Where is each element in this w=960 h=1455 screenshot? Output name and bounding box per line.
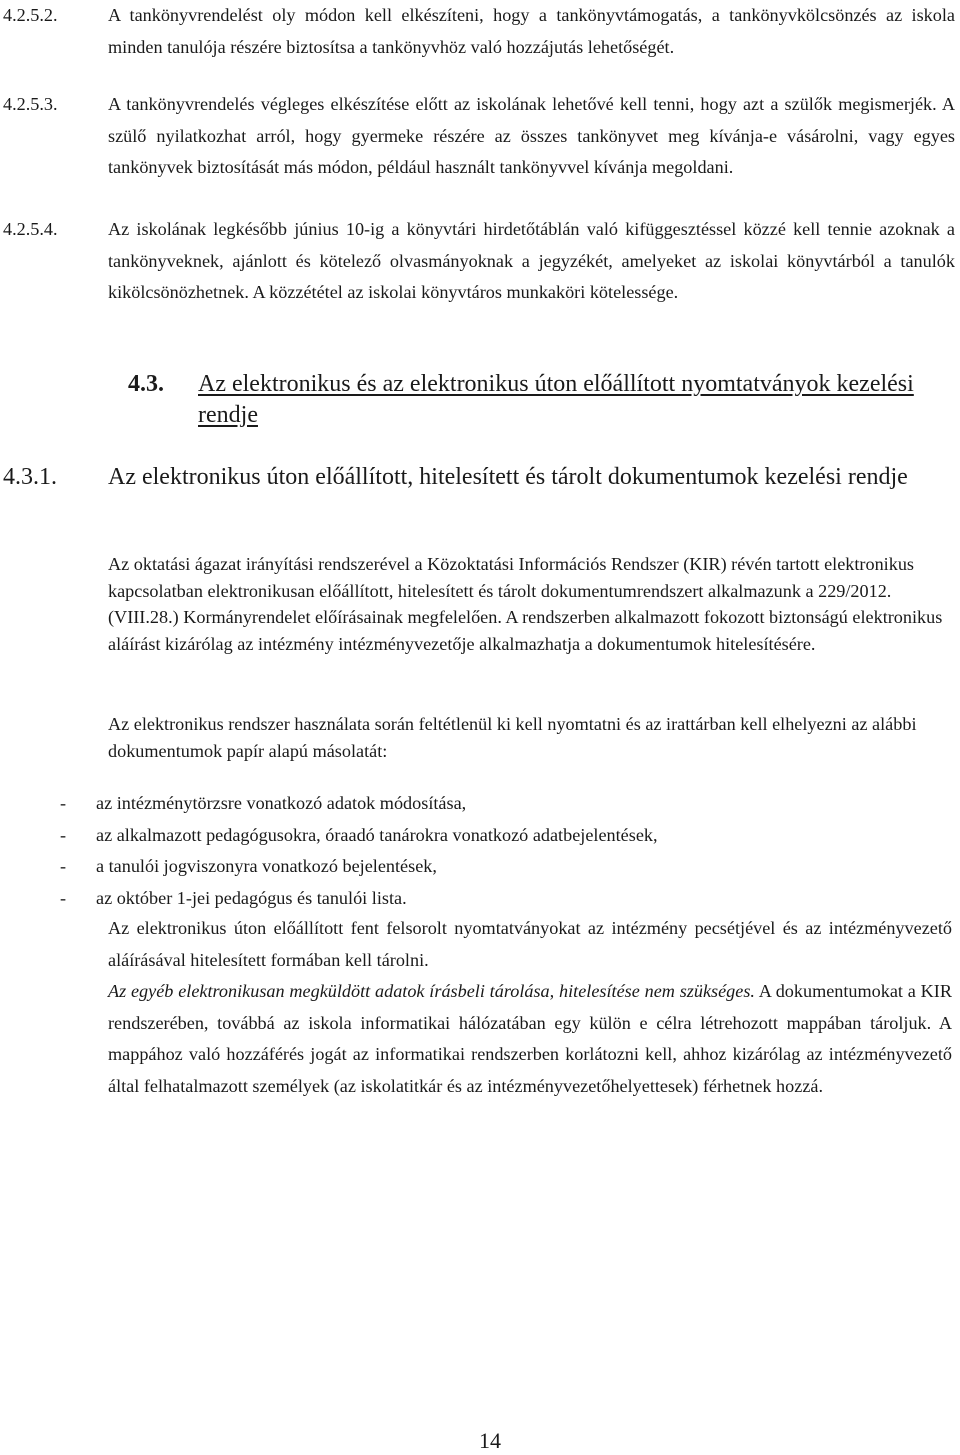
numbered-item-4-2-5-3 xyxy=(3,89,955,184)
paragraph-print-requirement: Az elektronikus rendszer használata során feltétlenül ki kell nyomtatni és az irattárban kell elhelyezni az alábbi dokumentumok papír alapú másolatát: xyxy=(108,714,917,761)
paragraph-kir: Az oktatási ágazat irányítási rendszerével a Közoktatási Információs Rendszer (KIR) révén tartott elektronikus kapcsolatban elektronikusan előállított, hitelesített és tárolt dokumentumrendszert alkalmazunk a 229/2012. (VIII.28.) Kormányrendelet előírásainak megfelelően. A rendszerben alkalmazott fokozott biztonságú elektronikus aláírást kizárólag az intézmény intézményvezetője alkalmazhatja a dokumentumok hitelesítésére. xyxy=(108,554,943,654)
list-item xyxy=(60,820,940,852)
paragraph-storage xyxy=(108,976,952,1102)
section-heading xyxy=(128,369,928,431)
list-item-text: a tanulói jogviszonyra vonatkozó bejelentések, xyxy=(96,856,437,876)
subsection-heading xyxy=(3,462,953,493)
list-item-text: az október 1-jei pedagógus és tanulói lista. xyxy=(96,887,407,908)
numbered-item-4-2-5-2 xyxy=(3,0,955,63)
item-text: Az iskolának legkésőbb június 10-ig a könyvtári hirdetőtáblán való kifüggesztéssel közzé kell tennie azoknak a tankönyveknek, ajánlott és kötelező olvasmányoknak a jegyzékét, amelyeket az iskolai könyvtárból a tanulók kikölcsönözhetnek. A közzététel az iskolai könyvtáros munkaköri kötelessége. xyxy=(108,219,955,302)
list-marker: - xyxy=(60,793,67,813)
numbered-item-4-2-5-4 xyxy=(3,214,955,309)
list-item-text: az intézménytörzsre vonatkozó adatok módosítása, xyxy=(96,793,467,813)
item-number: 4.2.5.3. xyxy=(3,94,58,114)
item-number: 4.2.5.2. xyxy=(3,5,58,25)
section-number: 4.3. xyxy=(128,371,164,397)
subsection-number: 4.3.1. xyxy=(3,464,57,490)
italic-sentence: Az egyéb elektronikusan megküldött adatok írásbeli tárolása, hitelesítése nem szükséges. xyxy=(108,981,755,1001)
page-number: 14 xyxy=(479,1428,501,1453)
item-text: A tankönyvrendelés végleges elkészítése előtt az iskolának lehetővé kell tenni, hogy azt a szülők megismerjék. A szülő nyilatkozhat arról, hogy gyermeke részére az összes tankönyvet meg kívánja-e vásárolni, vagy egyes tankönyvek biztosítását más módon, például használt tankönyvvel kívánja megoldani. xyxy=(108,94,955,177)
list-item xyxy=(60,788,940,820)
document-list xyxy=(60,788,940,914)
list-item-text: az alkalmazott pedagógusokra, óraadó tanárokra vonatkozó adatbejelentések, xyxy=(96,824,658,845)
subsection-title: Az elektronikus úton előállított, hitelesített és tárolt dokumentumok kezelési rendje xyxy=(108,464,908,490)
list-item xyxy=(60,851,940,883)
paragraph-stamp-signature: Az elektronikus úton előállított fent felsorolt nyomtatványokat az intézmény pecsétjével és az intézményvezető aláírásával hitelesített formában kell tárolni. xyxy=(108,918,952,970)
list-item xyxy=(60,883,940,915)
list-marker: - xyxy=(60,887,67,908)
list-marker: - xyxy=(60,856,67,876)
item-number: 4.2.5.4. xyxy=(3,219,58,239)
item-text: A tankönyvrendelést oly módon kell elkészíteni, hogy a tankönyvtámogatás, a tankönyvkölcsönzés az iskola minden tanulója részére biztosítsa a tankönyvhöz való hozzájutás lehetőségét. xyxy=(108,5,955,57)
storage-text: A dokumentumokat a KIR rendszerében, továbbá az iskola informatikai hálózatában egy külön e célra létrehozott mappában tároljuk. A mappához való hozzáférés jogát az informatikai rendszerben korlátozni kell, ahhoz kizárólag az intézményvezető által felhatalmazott személyek (az iskolatitkár és az intézményvezetőhelyettesek) férhetnek hozzá. xyxy=(108,981,952,1096)
list-marker: - xyxy=(60,824,67,845)
section-title: Az elektronikus és az elektronikus úton előállított nyomtatványok kezelési rendje xyxy=(198,371,914,428)
